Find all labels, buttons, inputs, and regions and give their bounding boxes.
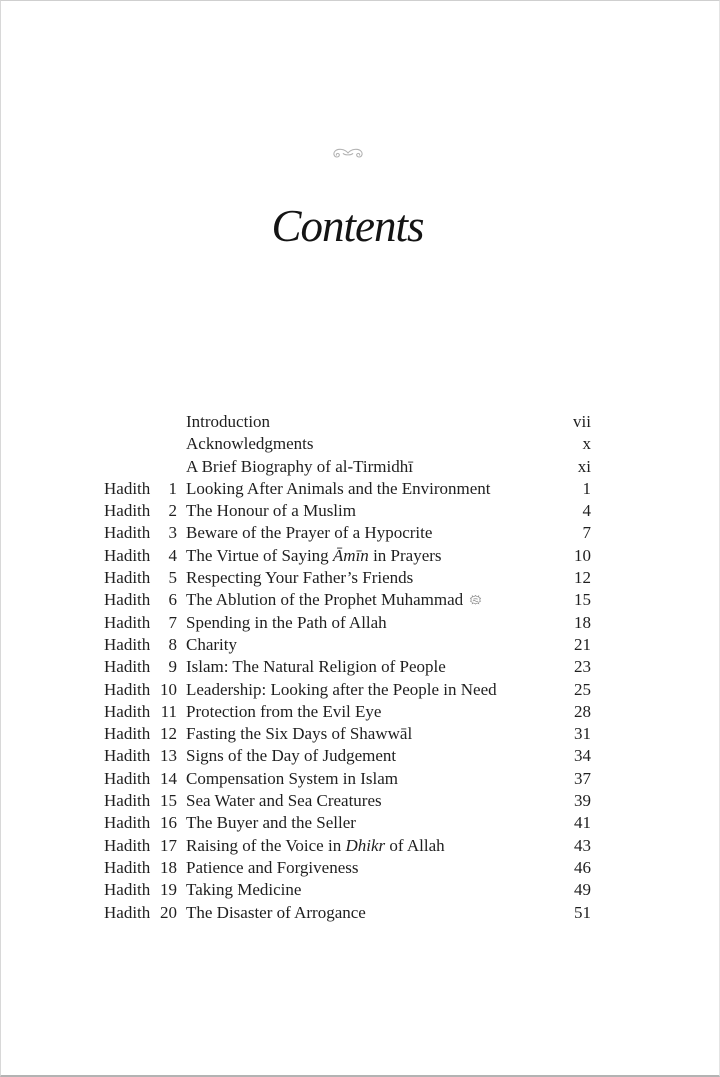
toc-row bbox=[104, 478, 591, 500]
toc-title-text: Signs of the Day of Judgement bbox=[186, 746, 397, 766]
toc-title-text: The Honour of a Muslim bbox=[186, 501, 356, 521]
toc-row-title bbox=[177, 411, 553, 433]
toc-row-label: Hadith bbox=[104, 768, 151, 788]
toc-row bbox=[104, 522, 591, 544]
toc-row-title bbox=[177, 835, 553, 857]
toc-row-title bbox=[177, 589, 553, 611]
toc-row-page: 41 bbox=[574, 813, 591, 833]
toc-row-page: 1 bbox=[582, 478, 591, 498]
toc-row bbox=[104, 656, 591, 678]
toc-row-page: 51 bbox=[574, 902, 591, 922]
toc-title-text: Islam: The Natural Religion of People bbox=[186, 657, 446, 677]
toc-row-number: 18 bbox=[160, 857, 177, 877]
toc-title-text: The Virtue of Saying bbox=[186, 545, 333, 565]
toc-title-text: Looking After Animals and the Environment bbox=[186, 478, 491, 498]
page-title: Contents bbox=[271, 201, 424, 251]
toc-row-title bbox=[177, 723, 553, 745]
toc-row-title bbox=[177, 612, 553, 634]
toc-row-label: Hadith bbox=[104, 791, 151, 811]
toc-row-label: Hadith bbox=[104, 545, 151, 565]
toc-row-label: Hadith bbox=[104, 568, 151, 588]
toc-row-title bbox=[177, 745, 553, 767]
toc-row-title bbox=[177, 768, 553, 790]
toc-row-label: Hadith bbox=[104, 746, 151, 766]
toc-row-title bbox=[177, 634, 553, 656]
toc-row-title bbox=[177, 522, 553, 544]
toc-row-number: 9 bbox=[168, 657, 177, 677]
toc-row-number: 19 bbox=[160, 880, 177, 900]
toc-row bbox=[104, 567, 591, 589]
toc-row-number: 13 bbox=[160, 746, 177, 766]
toc-title-text: Compensation System in Islam bbox=[186, 768, 399, 788]
toc-row-page: 7 bbox=[582, 523, 591, 543]
toc-row-page: 4 bbox=[582, 501, 591, 521]
toc-row-page: xi bbox=[577, 456, 591, 476]
toc-row-number: 1 bbox=[168, 478, 177, 498]
toc-row-page: 34 bbox=[574, 746, 591, 766]
toc-row-title bbox=[177, 478, 553, 500]
toc-title-text: Introduction bbox=[186, 412, 271, 431]
toc-row bbox=[104, 679, 591, 701]
toc-row-number: 3 bbox=[168, 523, 177, 543]
toc-row-title bbox=[177, 567, 553, 589]
toc-title-text: Taking Medicine bbox=[186, 880, 302, 900]
toc-row-label: Hadith bbox=[104, 501, 151, 521]
toc-title-text: Āmīn bbox=[332, 545, 369, 565]
toc-row bbox=[104, 879, 591, 901]
toc-row-page: 23 bbox=[574, 657, 591, 677]
toc bbox=[104, 411, 591, 924]
toc-title-text: A Brief Biography of al-Tirmidhī bbox=[186, 456, 413, 476]
toc-row-title bbox=[177, 879, 553, 901]
toc-row-title bbox=[177, 500, 553, 522]
toc-row-number: 4 bbox=[168, 545, 177, 565]
toc-row-number: 16 bbox=[160, 813, 177, 833]
toc-row-page: 49 bbox=[574, 880, 591, 900]
toc-row bbox=[104, 701, 591, 723]
toc-row-number: 14 bbox=[160, 768, 177, 788]
toc-row-page: 37 bbox=[574, 768, 591, 788]
toc-row bbox=[104, 545, 591, 567]
toc-row-page: 28 bbox=[574, 701, 591, 721]
toc-row-title bbox=[177, 790, 553, 812]
toc-row-label: Hadith bbox=[104, 523, 151, 543]
toc-title-text: The Buyer and the Seller bbox=[186, 813, 356, 833]
toc-row-number: 17 bbox=[160, 835, 177, 855]
toc-row-title bbox=[177, 812, 553, 834]
toc-row-label: Hadith bbox=[104, 478, 151, 498]
toc-title-text: Spending in the Path of Allah bbox=[186, 612, 387, 632]
toc-row bbox=[104, 456, 591, 478]
toc-row-title bbox=[177, 902, 553, 924]
toc-row-number: 10 bbox=[160, 679, 177, 699]
toc-title-text: Sea Water and Sea Creatures bbox=[186, 791, 382, 811]
toc-title-text: Respecting Your Father’s Friends bbox=[186, 568, 414, 588]
toc-row bbox=[104, 745, 591, 767]
toc-row bbox=[104, 612, 591, 634]
toc-row-title bbox=[177, 545, 553, 567]
toc-row-page: 43 bbox=[574, 835, 591, 855]
toc-row-number: 8 bbox=[168, 634, 177, 654]
toc-row bbox=[104, 812, 591, 834]
toc-row-label: Hadith bbox=[104, 835, 151, 855]
toc-row-page: vii bbox=[573, 412, 591, 431]
toc-row-page: 21 bbox=[574, 634, 591, 654]
toc-row-label: Hadith bbox=[104, 679, 151, 699]
ornament-row bbox=[104, 145, 591, 166]
toc-row bbox=[104, 857, 591, 879]
toc-row-label: Hadith bbox=[104, 612, 151, 632]
toc-row bbox=[104, 768, 591, 790]
toc-row-title bbox=[177, 857, 553, 879]
toc-row-page: 10 bbox=[574, 545, 591, 565]
toc-row-title bbox=[177, 433, 553, 455]
toc-row bbox=[104, 411, 591, 433]
toc-row-number: 15 bbox=[160, 791, 177, 811]
toc-title-text: Patience and Forgiveness bbox=[186, 857, 359, 877]
toc-row-title bbox=[177, 701, 553, 723]
toc-title-text: Raising of the Voice in bbox=[186, 835, 346, 855]
toc-row-number: 5 bbox=[168, 568, 177, 588]
toc-row-number: 6 bbox=[168, 590, 177, 610]
toc-title-text: Charity bbox=[186, 634, 237, 654]
toc-row bbox=[104, 902, 591, 924]
toc-row bbox=[104, 634, 591, 656]
toc-row-label: Hadith bbox=[104, 634, 151, 654]
toc-row-label: Hadith bbox=[104, 657, 151, 677]
toc-row-page: 39 bbox=[574, 791, 591, 811]
toc-row-label: Hadith bbox=[104, 813, 151, 833]
toc-row-page: 18 bbox=[574, 612, 591, 632]
toc-title-text: Leadership: Looking after the People in Need bbox=[186, 679, 497, 699]
toc-title-text: The Disaster of Arrogance bbox=[186, 902, 366, 922]
toc-row-number: 7 bbox=[168, 612, 177, 632]
toc-row bbox=[104, 589, 591, 611]
toc-row-label: Hadith bbox=[104, 857, 151, 877]
toc-row-title bbox=[177, 656, 553, 678]
toc-row-title bbox=[177, 679, 553, 701]
toc-title-text: of Allah bbox=[385, 835, 445, 855]
toc-title-text: The Ablution of the Prophet Muhammad bbox=[186, 590, 464, 610]
toc-row-title bbox=[177, 456, 553, 478]
toc-row-label: Hadith bbox=[104, 880, 151, 900]
toc-row-label: Hadith bbox=[104, 590, 151, 610]
toc-title-text: Beware of the Prayer of a Hypocrite bbox=[186, 523, 433, 543]
toc-row-number: 20 bbox=[160, 902, 177, 922]
toc-row-page: 46 bbox=[574, 857, 591, 877]
muhammad-honorific-icon bbox=[469, 594, 482, 607]
toc-title-text: Dhikr bbox=[345, 835, 386, 855]
toc-row-page: 31 bbox=[574, 724, 591, 744]
toc-row-number: 11 bbox=[160, 701, 177, 721]
toc-row-page: 12 bbox=[574, 568, 591, 588]
toc-row-page: 25 bbox=[574, 679, 591, 699]
toc-row bbox=[104, 433, 591, 455]
toc-row bbox=[104, 835, 591, 857]
toc-row bbox=[104, 790, 591, 812]
toc-row-label: Hadith bbox=[104, 724, 151, 744]
flourish-ornament-icon bbox=[329, 148, 367, 165]
toc-row-label: Hadith bbox=[104, 902, 151, 922]
toc-row bbox=[104, 723, 591, 745]
toc-title-text: in Prayers bbox=[368, 545, 442, 565]
toc-title-text: Acknowledgments bbox=[186, 434, 314, 454]
toc-row-number: 2 bbox=[168, 501, 177, 521]
toc-row bbox=[104, 500, 591, 522]
toc-title-text: Protection from the Evil Eye bbox=[186, 701, 382, 721]
toc-title-text: Fasting the Six Days of Shawwāl bbox=[186, 724, 413, 744]
toc-row-label: Hadith bbox=[104, 701, 151, 721]
toc-row-page: x bbox=[582, 434, 591, 454]
toc-row-number: 12 bbox=[160, 724, 177, 744]
toc-row-page: 15 bbox=[574, 590, 591, 610]
